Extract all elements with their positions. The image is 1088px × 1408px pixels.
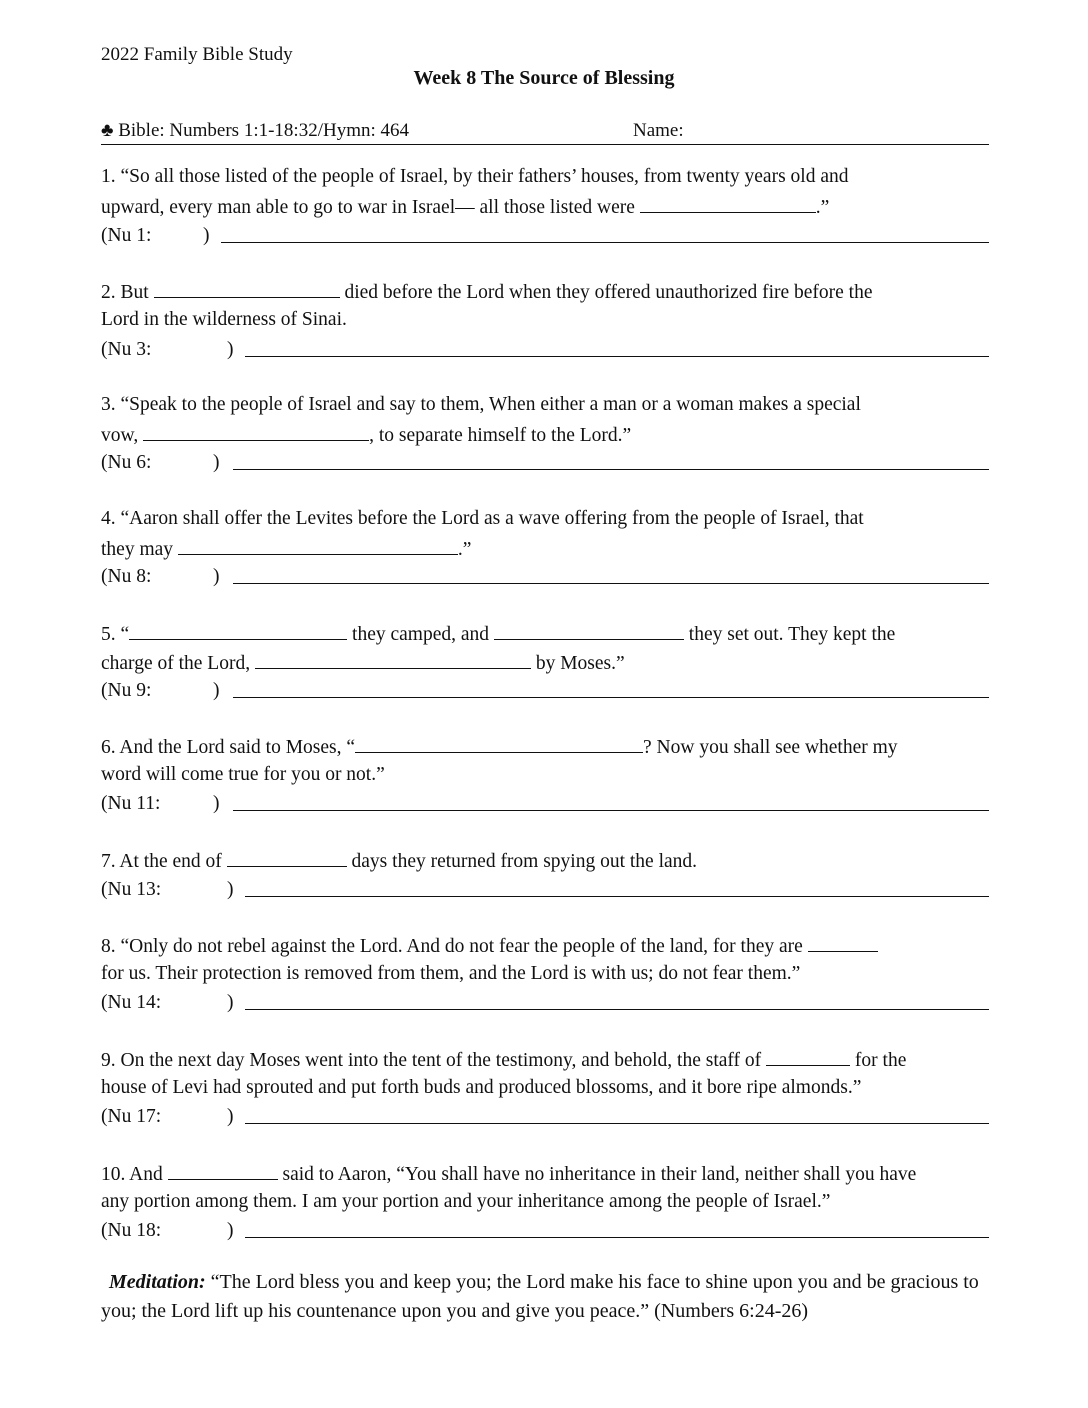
question-7-line-1: 7. At the end of days they returned from spying out the land. [101, 846, 989, 876]
reference-answer-line[interactable] [245, 356, 989, 357]
reference-answer-line[interactable] [233, 810, 989, 811]
header-row [101, 118, 989, 145]
name-label: Name: [633, 120, 684, 141]
question-6-line-1: 6. And the Lord said to Moses, “ ? Now you shall see whether my [101, 732, 989, 762]
week-title: Week 8 The Source of Blessing [413, 67, 675, 89]
answer-blank[interactable] [143, 420, 369, 441]
answer-blank[interactable] [355, 732, 643, 753]
question-2-line-1: 2. But died before the Lord when they offered unauthorized fire before the [101, 277, 989, 307]
question-3-reference: (Nu 6: ) [101, 449, 989, 477]
question-4-line-2: they may .” [101, 534, 989, 564]
reference-answer-line[interactable] [233, 469, 989, 470]
meditation-verse [101, 1268, 1001, 1326]
reference-answer-line[interactable] [221, 242, 989, 243]
question-5-line-1: 5. “ they camped, and they set out. They kept the [101, 619, 989, 649]
question-6-reference: (Nu 11: ) [101, 790, 989, 818]
reference-answer-line[interactable] [233, 697, 989, 698]
question-1-line-1: 1. “So all those listed of the people of Israel, by their fathers’ houses, from twenty years old and [101, 166, 849, 187]
question-3-line-2: vow, , to separate himself to the Lord.” [101, 420, 989, 450]
reference-answer-line[interactable] [245, 896, 989, 897]
reference-answer-line[interactable] [233, 583, 989, 584]
reference-answer-line[interactable] [245, 1237, 989, 1238]
answer-blank[interactable] [766, 1045, 850, 1066]
question-9-reference: (Nu 17: ) [101, 1103, 989, 1131]
bible-reading-text: Bible: Numbers 1:1-18:32/Hymn: 464 [118, 120, 410, 141]
answer-blank[interactable] [168, 1159, 278, 1180]
question-10-line-1: 10. And said to Aaron, “You shall have no inheritance in their land, neither shall you have [101, 1159, 989, 1189]
question-10-line-2: any portion among them. I am your portion and your inheritance among the people of Israel.” [101, 1191, 831, 1212]
meditation-text: “The Lord bless you and keep you; the Lord make his face to shine upon you and be gracious to you; the Lord lift up his countenance upon you and give you peace.” (Numbers 6:24-26) [101, 1271, 979, 1322]
question-7-reference: (Nu 13: ) [101, 876, 989, 904]
question-10-reference: (Nu 18: ) [101, 1217, 989, 1245]
answer-blank[interactable] [255, 648, 531, 669]
question-8-reference: (Nu 14: ) [101, 989, 989, 1017]
question-8-line-2: for us. Their protection is removed from them, and the Lord is with us; do not fear them.” [101, 963, 801, 984]
question-5-line-2: charge of the Lord, by Moses.” [101, 648, 989, 678]
answer-blank[interactable] [178, 534, 458, 555]
study-label: 2022 Family Bible Study [101, 44, 293, 65]
answer-blank[interactable] [154, 277, 340, 298]
question-2-line-2: Lord in the wilderness of Sinai. [101, 309, 347, 330]
reference-answer-line[interactable] [245, 1123, 989, 1124]
question-5-reference: (Nu 9: ) [101, 677, 989, 705]
question-6-line-2: word will come true for you or not.” [101, 764, 385, 785]
question-9-line-1: 9. On the next day Moses went into the tent of the testimony, and behold, the staff of for the [101, 1045, 989, 1075]
reference-answer-line[interactable] [245, 1009, 989, 1010]
question-4-line-1: 4. “Aaron shall offer the Levites before the Lord as a wave offering from the people of Israel, that [101, 508, 864, 529]
question-3-line-1: 3. “Speak to the people of Israel and say to them, When either a man or a woman makes a special [101, 394, 861, 415]
bible-reading-line [101, 120, 409, 142]
question-8-line-1: 8. “Only do not rebel against the Lord. And do not fear the people of the land, for they are [101, 931, 989, 961]
question-1-line-2: upward, every man able to go to war in Israel— all those listed were .” [101, 192, 989, 222]
meditation-label: Meditation: [109, 1271, 206, 1293]
answer-blank[interactable] [227, 846, 347, 867]
question-1-reference: (Nu 1: ) [101, 222, 989, 250]
question-4-reference: (Nu 8: ) [101, 563, 989, 591]
question-2-reference: (Nu 3: ) [101, 336, 989, 364]
question-9-line-2: house of Levi had sprouted and put forth buds and produced blossoms, and it bore ripe almonds.” [101, 1077, 862, 1098]
club-suit-icon: ♣ [101, 120, 114, 141]
answer-blank[interactable] [808, 931, 878, 952]
answer-blank[interactable] [494, 619, 684, 640]
answer-blank[interactable] [129, 619, 347, 640]
answer-blank[interactable] [640, 192, 816, 213]
